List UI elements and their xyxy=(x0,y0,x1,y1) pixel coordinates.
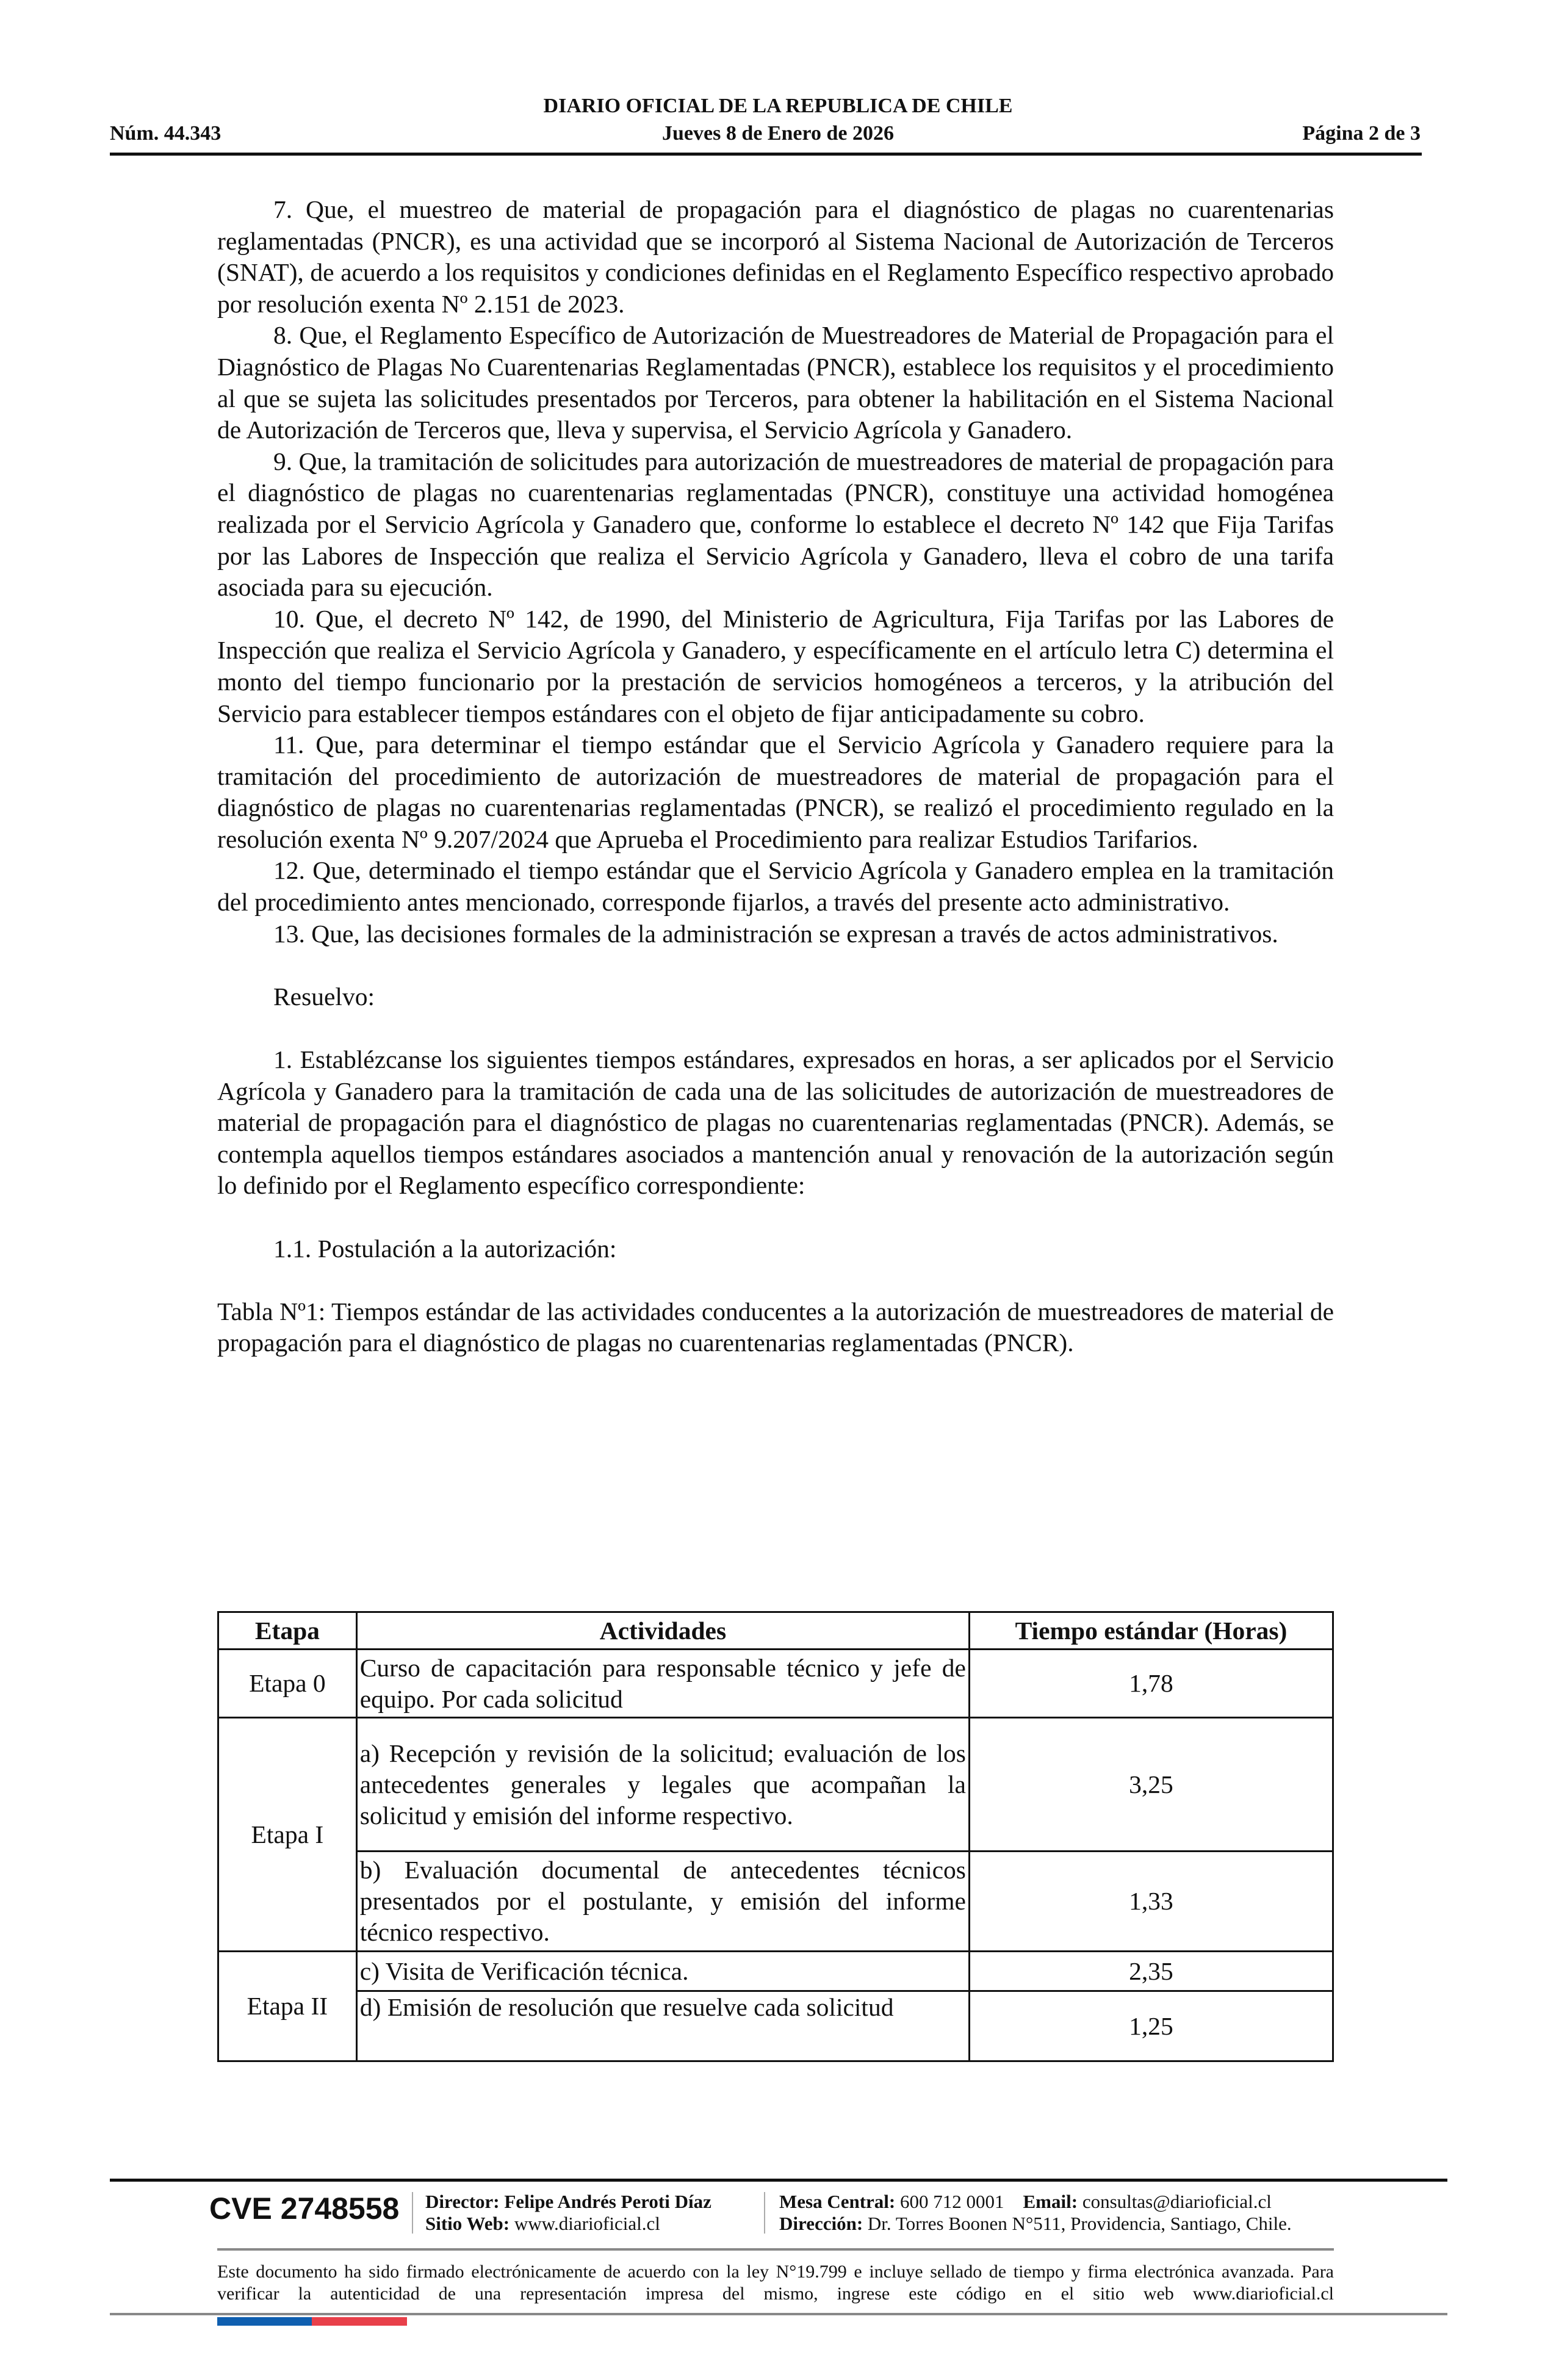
cve-code: CVE 2748558 xyxy=(209,2191,400,2226)
activity-cell: c) Visita de Verificación técnica. xyxy=(356,1952,969,1991)
stage-cell: Etapa II xyxy=(218,1952,357,2061)
signature-disclaimer: Este documento ha sido firmado electrónicamente de acuerdo con la ley N°19.799 e incluye sellado de tiempo y firma electrónica avanzada. Para verificar la autenticidad de una representación impresa del mismo, ingrese este código en el sitio web www.diarioficial.cl xyxy=(217,2262,1334,2304)
address-label: Dirección: xyxy=(779,2213,863,2234)
page-number: Página 2 de 3 xyxy=(1302,122,1421,145)
header-stage: Etapa xyxy=(218,1612,357,1650)
email-label: Email: xyxy=(1023,2191,1078,2212)
web-label: Sitio Web: xyxy=(425,2213,510,2234)
table-row xyxy=(218,1718,1333,1852)
table-row xyxy=(218,1650,1333,1718)
footer-mid-divider xyxy=(217,2248,1334,2251)
phone-label: Mesa Central: xyxy=(779,2191,896,2212)
resuelvo-heading: Resuelvo: xyxy=(273,982,375,1011)
stage-cell: Etapa 0 xyxy=(218,1650,357,1718)
footer-top-divider xyxy=(110,2179,1447,2182)
address: Dr. Torres Boonen N°511, Providencia, Santiago, Chile. xyxy=(867,2213,1292,2234)
paragraph-7: 7. Que, el muestreo de material de propagación para el diagnóstico de plagas no cuarentenarias reglamentadas (PNCR), es una actividad que se incorporó al Sistema Nacional de Autorización de Terceros (SNAT), de acuerdo a los requisitos y condiciones definidas en el Reglamento Específico respectivo aprobado por resolución exenta Nº 2.151 de 2023. xyxy=(217,195,1334,318)
director-label: Director: xyxy=(425,2191,500,2212)
table-row xyxy=(218,1952,1333,1991)
paragraph-11: 11. Que, para determinar el tiempo estándar que el Servicio Agrícola y Ganadero requiere para la tramitación del procedimiento de autorización de muestreadores de material de propagación para el diagnóstico de plagas no cuarentenarias reglamentadas (PNCR), se realizó el procedimiento regulado en la resolución exenta Nº 9.207/2024 que Aprueba el Procedimiento para realizar Estudios Tarifarios. xyxy=(217,730,1334,853)
hours-cell: 1,25 xyxy=(969,1991,1333,2061)
flag-red-stripe xyxy=(312,2317,407,2326)
hours-cell: 1,33 xyxy=(969,1852,1333,1952)
table-row xyxy=(218,1991,1333,2061)
issue-date: Jueves 8 de Enero de 2026 xyxy=(662,122,894,145)
web-link[interactable]: www.diarioficial.cl xyxy=(514,2213,660,2234)
section-1-1: 1.1. Postulación a la autorización: xyxy=(273,1234,617,1263)
activity-cell: b) Evaluación documental de antecedentes técnicos presentados por el postulante, y emisión del informe técnico respectivo. xyxy=(356,1852,969,1952)
director-name: Felipe Andrés Peroti Díaz xyxy=(504,2191,711,2212)
email-link[interactable]: consultas@diarioficial.cl xyxy=(1082,2191,1272,2212)
activity-cell: Curso de capacitación para responsable técnico y jefe de equipo. Por cada solicitud xyxy=(356,1650,969,1718)
activity-cell: d) Emisión de resolución que resuelve cada solicitud xyxy=(356,1991,969,2061)
phone-number: 600 712 0001 xyxy=(900,2191,1004,2212)
paragraph-13: 13. Que, las decisiones formales de la administración se expresan a través de actos administrativos. xyxy=(273,919,1278,948)
flag-blue-stripe xyxy=(217,2317,312,2326)
table-row xyxy=(218,1852,1333,1952)
header-activities: Actividades xyxy=(356,1612,969,1650)
header-divider xyxy=(110,153,1422,156)
activity-cell: a) Recepción y revisión de la solicitud; evaluación de los antecedentes generales y legales que acompañan la solicitud y emisión del informe respectivo. xyxy=(356,1718,969,1852)
footer-separator xyxy=(412,2192,413,2234)
footer-director-block xyxy=(425,2191,711,2235)
hours-cell: 2,35 xyxy=(969,1952,1333,1991)
standard-times-table xyxy=(217,1611,1334,2062)
newspaper-title: DIARIO OFICIAL DE LA REPUBLICA DE CHILE xyxy=(543,95,1013,117)
header-hours: Tiempo estándar (Horas) xyxy=(969,1612,1333,1650)
paragraph-9: 9. Que, la tramitación de solicitudes para autorización de muestreadores de material de propagación para el diagnóstico de plagas no cuarentenarias reglamentadas (PNCR), constituye una actividad homogénea realizada por el Servicio Agrícola y Ganadero que, conforme lo establece el decreto Nº 142 que Fija Tarifas por las Labores de Inspección que realiza el Servicio Agrícola y Ganadero, lleva el cobro de una tarifa asociada para su ejecución. xyxy=(217,447,1334,602)
stage-cell: Etapa I xyxy=(218,1718,357,1952)
paragraph-10: 10. Que, el decreto Nº 142, de 1990, del Ministerio de Agricultura, Fija Tarifas por las Labores de Inspección que realiza el Servicio Agrícola y Ganadero, y específicamente en el artículo letra C) determina el monto del tiempo funcionario por la prestación de servicios homogéneos a terceros, y la atribución del Servicio para establecer tiempos estándares con el objeto de fijar anticipadamente su cobro. xyxy=(217,604,1334,727)
footer-separator xyxy=(764,2192,765,2234)
table-caption: Tabla Nº1: Tiempos estándar de las actividades conducentes a la autorización de muestreadores de material de propagación para el diagnóstico de plagas no cuarentenarias reglamentadas (PNCR). xyxy=(217,1297,1334,1357)
footer-bottom-divider xyxy=(110,2313,1447,2315)
table-header-row xyxy=(218,1612,1333,1650)
hours-cell: 3,25 xyxy=(969,1718,1333,1852)
paragraph-8: 8. Que, el Reglamento Específico de Autorización de Muestreadores de Material de Propagación para el Diagnóstico de Plagas No Cuarentenarias Reglamentadas (PNCR), establece los requisitos y el procedimiento al que se sujeta las solicitudes presentados por Terceros, para obtener la habilitación en el Sistema Nacional de Autorización de Terceros que, lleva y supervisa, el Servicio Agrícola y Ganadero. xyxy=(217,321,1334,444)
document-body xyxy=(217,194,1334,1359)
issue-number: Núm. 44.343 xyxy=(110,122,222,145)
paragraph-12: 12. Que, determinado el tiempo estándar que el Servicio Agrícola y Ganadero emplea en la tramitación del procedimiento antes mencionado, corresponde fijarlos, a través del presente acto administrativo. xyxy=(217,856,1334,917)
resolution-1: 1. Establézcanse los siguientes tiempos estándares, expresados en horas, a ser aplicados por el Servicio Agrícola y Ganadero para la tramitación de cada una de las solicitudes de autorización de muestreadores de material de propagación para el diagnóstico de plagas no cuarentenarias reglamentadas (PNCR). Además, se contempla aquellos tiempos estándares asociados a mantención anual y renovación de la autorización según lo definido por el Reglamento específico correspondiente: xyxy=(217,1045,1334,1200)
hours-cell: 1,78 xyxy=(969,1650,1333,1718)
footer-contact-block xyxy=(779,2191,1292,2235)
